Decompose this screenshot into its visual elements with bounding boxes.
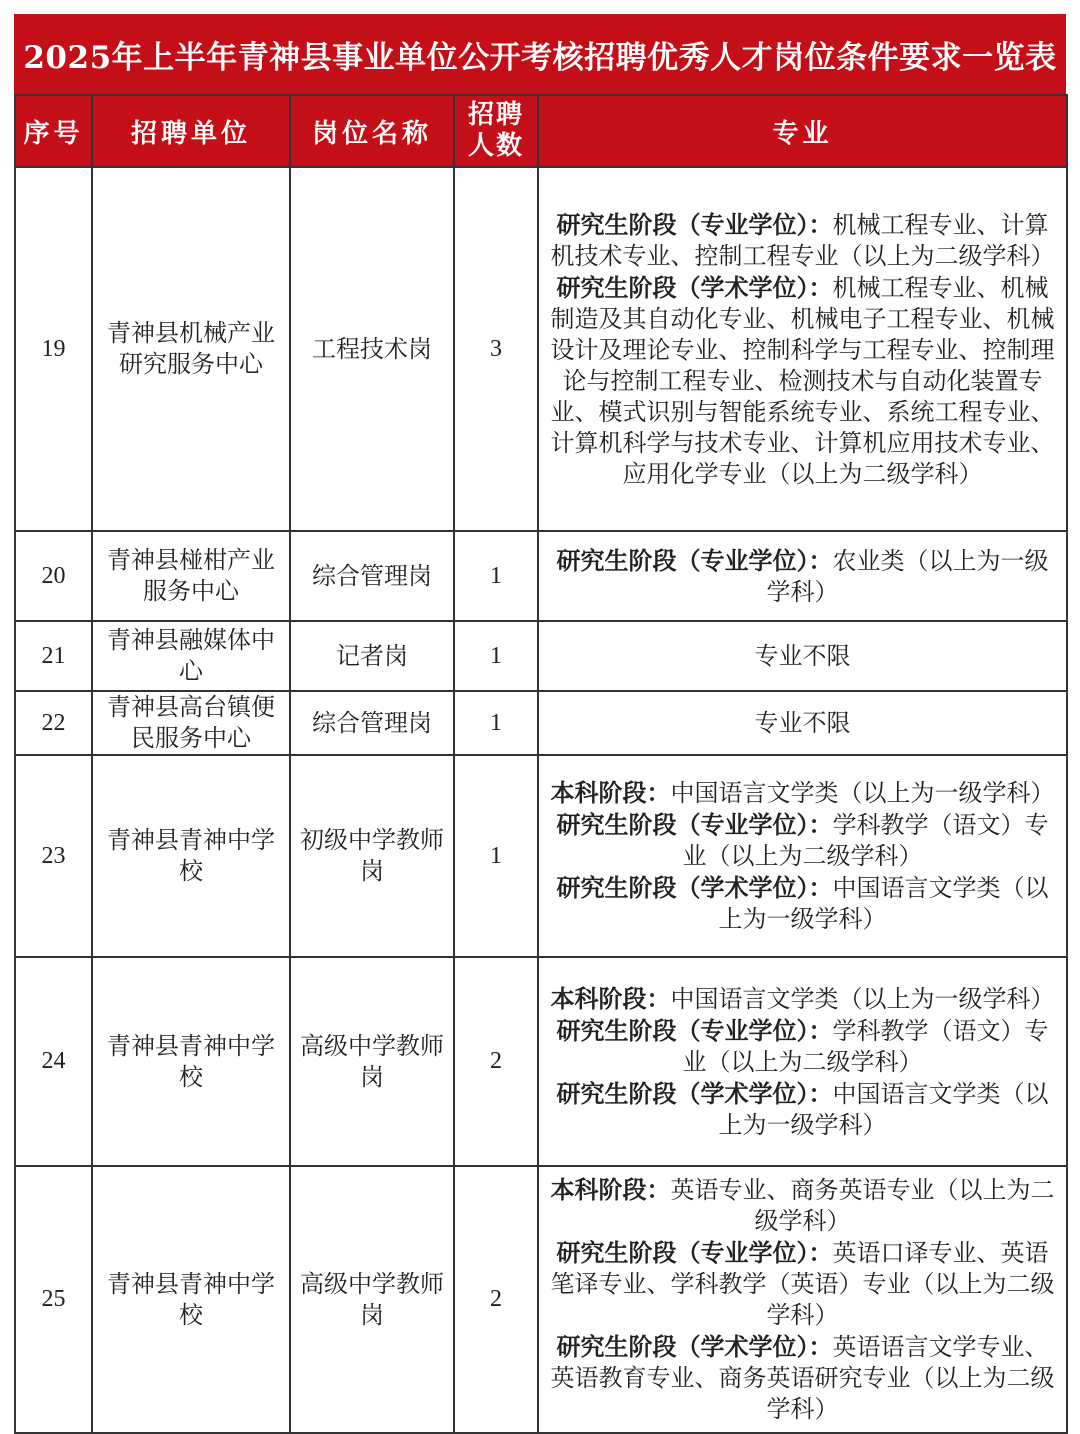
major-paragraph [549, 1174, 1056, 1237]
major-label: 研究生阶段（专业学位）： [556, 209, 833, 239]
cell-position: 综合管理岗 [290, 691, 454, 755]
major-text: 英语口译专业、英语笔译专业、学科教学（英语）专业（以上为二级学科） [550, 1239, 1055, 1329]
cell-major [538, 621, 1067, 691]
table-row [15, 957, 1067, 1166]
cell-unit: 青神县机械产业研究服务中心 [92, 167, 290, 531]
header-count-line1: 招聘 [467, 100, 524, 130]
major-paragraph [549, 983, 1056, 1015]
table-row [15, 167, 1067, 531]
major-paragraph [549, 209, 1056, 272]
major-label: 研究生阶段（学术学位）： [556, 1332, 833, 1361]
cell-unit: 青神县高台镇便民服务中心 [92, 691, 290, 755]
major-paragraph [549, 809, 1056, 872]
major-label: 研究生阶段（学术学位）： [556, 272, 833, 302]
major-paragraph [549, 545, 1056, 608]
cell-unit: 青神县青神中学校 [92, 755, 290, 957]
major-text: 专业不限 [754, 641, 851, 670]
cell-unit: 青神县融媒体中心 [92, 621, 290, 691]
page-title: 2025年上半年青神县事业单位公开考核招聘优秀人才岗位条件要求一览表 [14, 14, 1066, 94]
cell-index: 23 [15, 755, 92, 957]
cell-position: 高级中学教师岗 [290, 1166, 454, 1433]
major-label: 本科阶段： [550, 1175, 671, 1204]
major-paragraph [549, 1237, 1056, 1331]
table-row [15, 691, 1067, 755]
cell-index: 21 [15, 621, 92, 691]
cell-major [538, 531, 1067, 621]
major-text: 英语专业、商务英语专业（以上为二级学科） [670, 1176, 1055, 1235]
major-label: 研究生阶段（专业学位）： [556, 1238, 833, 1267]
cell-index: 22 [15, 691, 92, 755]
major-text: 中国语言文学类（以上为一级学科） [670, 779, 1055, 807]
major-paragraph [549, 1015, 1056, 1078]
table-row [15, 531, 1067, 621]
major-label: 研究生阶段（专业学位）： [556, 810, 833, 839]
cell-count: 1 [454, 621, 538, 691]
major-text: 机械工程专业、机械制造及其自动化专业、机械电子工程专业、机械设计及理论专业、控制科学与工程专业、控制理论与控制工程专业、检测技术与自动化装置专业、模式识别与智能系统专业、系统工程专业、计算机科学与技术专业、计算机应用技术专业、应用化学专业（以上为二级学科） [550, 273, 1055, 488]
header-count [454, 95, 538, 167]
major-text: 专业不限 [754, 708, 851, 737]
cell-count: 1 [454, 531, 538, 621]
cell-count: 3 [454, 167, 538, 531]
cell-unit: 青神县椪柑产业服务中心 [92, 531, 290, 621]
major-paragraph [549, 1078, 1056, 1141]
header-position: 岗位名称 [290, 95, 454, 167]
cell-position: 综合管理岗 [290, 531, 454, 621]
major-text: 学科教学（语文）专业（以上为二级学科） [682, 1016, 1049, 1076]
table-row [15, 1166, 1067, 1433]
table-header-row [15, 95, 1067, 167]
major-text: 英语语言文学专业、英语教育专业、商务英语研究专业（以上为二级学科） [550, 1333, 1055, 1423]
cell-count: 2 [454, 957, 538, 1166]
cell-major [538, 755, 1067, 957]
major-label: 本科阶段： [550, 983, 671, 1013]
cell-unit: 青神县青神中学校 [92, 1166, 290, 1433]
major-text: 农业类（以上为一级学科） [766, 546, 1049, 606]
major-paragraph [549, 872, 1056, 935]
major-label: 研究生阶段（学术学位）： [556, 873, 833, 902]
cell-count: 1 [454, 755, 538, 957]
cell-unit: 青神县青神中学校 [92, 957, 290, 1166]
cell-major [538, 691, 1067, 755]
major-paragraph [549, 708, 1056, 739]
cell-major [538, 1166, 1067, 1433]
major-text: 学科教学（语文）专业（以上为二级学科） [682, 811, 1049, 870]
major-paragraph [549, 1331, 1056, 1425]
positions-table [14, 94, 1068, 1434]
table-row [15, 621, 1067, 691]
major-text: 中国语言文学类（以上为一级学科） [718, 1079, 1049, 1139]
table-body [15, 167, 1067, 1433]
header-index: 序号 [15, 95, 92, 167]
major-label: 研究生阶段（专业学位）： [556, 1015, 833, 1045]
cell-position: 初级中学教师岗 [290, 755, 454, 957]
header-major: 专业 [538, 95, 1067, 167]
major-paragraph [549, 641, 1056, 672]
cell-index: 24 [15, 957, 92, 1166]
major-text: 中国语言文学类（以上为一级学科） [718, 874, 1049, 933]
table-row [15, 755, 1067, 957]
cell-major [538, 167, 1067, 531]
cell-index: 19 [15, 167, 92, 531]
cell-count: 2 [454, 1166, 538, 1433]
cell-position: 记者岗 [290, 621, 454, 691]
cell-major [538, 957, 1067, 1166]
header-count-line2: 人数 [467, 131, 524, 161]
cell-count: 1 [454, 691, 538, 755]
major-label: 研究生阶段（学术学位）： [556, 1078, 833, 1108]
major-paragraph [549, 777, 1056, 809]
header-unit: 招聘单位 [92, 95, 290, 167]
major-label: 研究生阶段（专业学位）： [556, 545, 833, 575]
major-text: 中国语言文学类（以上为一级学科） [670, 984, 1055, 1013]
cell-position: 高级中学教师岗 [290, 957, 454, 1166]
cell-index: 25 [15, 1166, 92, 1433]
major-paragraph [549, 272, 1056, 490]
cell-position: 工程技术岗 [290, 167, 454, 531]
cell-index: 20 [15, 531, 92, 621]
major-label: 本科阶段： [550, 778, 671, 807]
major-text: 机械工程专业、计算机技术专业、控制工程专业（以上为二级学科） [550, 210, 1055, 270]
